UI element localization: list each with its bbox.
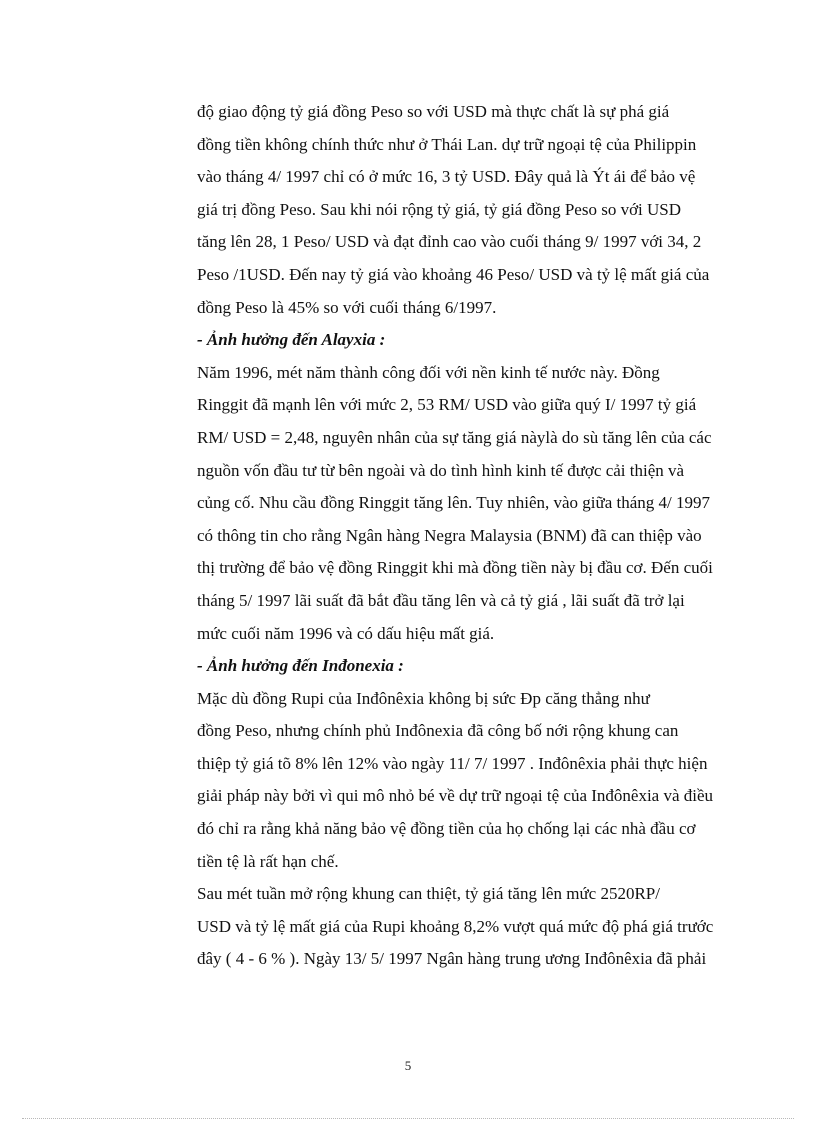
text-line: có thông tin cho rằng Ngân hàng Negra Malaysia (BNM) đã can thiệp vào <box>197 525 702 545</box>
text-line: nguồn vốn đầu tư từ bên ngoài và do tình hình kinh tế được cải thiện và <box>197 460 685 480</box>
text-line: đồng Peso là 45% so với cuối tháng 6/1997. <box>197 297 497 317</box>
section-heading-malaysia: - Ảnh hưởng đến Alayxia : <box>197 330 386 350</box>
page-number: 5 <box>404 1058 412 1073</box>
text-line: đồng tiền không chính thức như ở Thái Lan. dự trữ ngoại tệ của Philippin <box>197 134 697 154</box>
page-bottom-divider <box>22 1118 794 1119</box>
text-line: RM/ USD = 2,48, nguyên nhân của sự tăng giá nàylà do sù tăng lên của các <box>197 427 712 447</box>
text-line: vào tháng 4/ 1997 chỉ có ở mức 16, 3 tỷ USD. Đây quả là Ýt ái để bảo vệ <box>197 167 696 187</box>
text-line: độ giao động tỷ giá đồng Peso so với USD mà thực chất là sự phá giá <box>197 102 670 121</box>
text-line: tiền tệ là rất hạn chế. <box>197 851 339 871</box>
text-line: giải pháp này bởi vì qui mô nhỏ bé về dự trữ ngoại tệ của Inđônêxia và điều <box>197 786 714 806</box>
paragraph-malaysia-ringgit <box>164 357 730 650</box>
text-line: Ringgit đã mạnh lên với mức 2, 53 RM/ USD vào giữa quý I/ 1997 tỷ giá <box>197 395 697 415</box>
text-line: giá trị đồng Peso. Sau khi nói rộng tỷ giá, tỷ giá đồng Peso so với USD <box>197 199 682 219</box>
text-line: đây ( 4 - 6 % ). Ngày 13/ 5/ 1997 Ngân hàng trung ương Inđônêxia đã phải <box>197 949 707 969</box>
text-line: USD và tỷ lệ mất giá của Rupi khoảng 8,2% vượt quá mức độ phá giá trước <box>197 916 714 936</box>
text-line: Sau mét tuần mở rộng khung can thiệt, tỷ giá tăng lên mức 2520RP/ <box>197 884 660 904</box>
text-line: Mặc dù đồng Rupi của Inđônêxia không bị sức Ðp căng thẳng như <box>197 688 650 708</box>
text-line: tháng 5/ 1997 lãi suất đã bắt đầu tăng lên và cả tỷ giá , lãi suất đã trở lại <box>197 590 685 610</box>
text-line: thiệp tỷ giá tõ 8% lên 12% vào ngày 11/ 7/ 1997 . Inđônêxia phải thực hiện <box>197 753 708 773</box>
page-body <box>164 96 730 976</box>
text-line: tăng lên 28, 1 Peso/ USD và đạt đỉnh cao vào cuối tháng 9/ 1997 với 34, 2 <box>197 232 702 252</box>
text-line: đó chỉ ra rằng khả năng bảo vệ đồng tiền của họ chống lại các nhà đầu cơ <box>197 819 696 839</box>
paragraph-philippines-peso <box>164 96 730 324</box>
paragraph-indonesia-rupi <box>164 683 730 879</box>
text-line: củng cố. Nhu cầu đồng Ringgit tăng lên. Tuy nhiên, vào giữa tháng 4/ 1997 <box>197 493 711 513</box>
text-line: Peso /1USD. Đến nay tỷ giá vào khoảng 46 Peso/ USD và tỷ lệ mất giá của <box>197 264 710 284</box>
text-line: Năm 1996, mét năm thành công đối với nền kinh tế nước này. Đồng <box>197 362 660 382</box>
text-line: đồng Peso, nhưng chính phủ Inđônexia đã công bố nới rộng khung can <box>197 721 679 741</box>
section-heading-indonesia: - Ảnh hưởng đến Inđonexia : <box>197 656 404 676</box>
text-line: thị trường để bảo vệ đồng Ringgit khi mà đồng tiền này bị đầu cơ. Đến cuối <box>197 558 713 578</box>
paragraph-indonesia-intervention <box>164 878 730 976</box>
text-line: mức cuối năm 1996 và có dấu hiệu mất giá. <box>197 623 495 643</box>
